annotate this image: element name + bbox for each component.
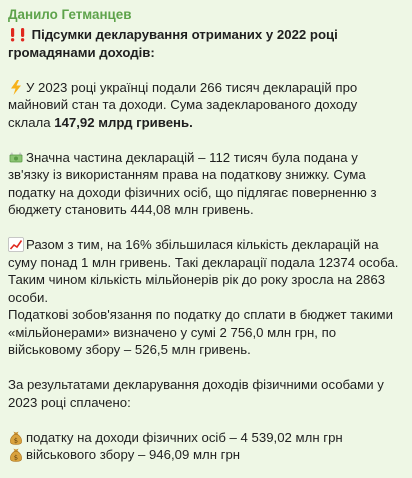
author-name[interactable]: Данило Гетманцев <box>8 7 132 22</box>
paragraph-declarations <box>8 79 402 132</box>
list-item-military-levy: військового збору – 946,09 млн грн <box>26 447 241 462</box>
paragraph-3-text: Разом з тим, на 16% збільшилася кількість декларацій на суму понад 1 млн гривень. Такі декларації подала 12374 особа. Таким чином кількість мільйонерів рік до року зросла на 2863 особи. <box>8 237 399 305</box>
declared-income-amount: 147,92 млрд гривень. <box>54 114 193 130</box>
svg-text:$: $ <box>13 435 19 444</box>
paragraph-paid-summary: За результатами декларування доходів фізичними особами у 2023 році сплачено: <box>8 377 384 410</box>
paragraph-1-text: У 2023 році українці подали 266 тисяч декларацій про майновий стан та доходи. Сума задекларованого доходу склала <box>8 79 358 130</box>
money-bag-icon <box>8 447 24 462</box>
paragraph-tax-obligations: Податкові зобов'язання по податку до сплати в бюджет такими «мільйонерами» визначено у сумі 2 756,0 млн грн, по військовому збору – 526,5 млн гривень. <box>8 307 393 357</box>
list-item <box>8 446 402 464</box>
exclamation-icon <box>18 27 27 42</box>
money-with-wings-icon <box>8 150 24 165</box>
list-item <box>8 429 402 447</box>
title-paragraph <box>8 26 402 61</box>
money-bag-icon <box>8 430 24 445</box>
message-title: Підсумки декларування отриманих у 2022 році громадянами доходів: <box>8 27 338 60</box>
paragraph-millionaires <box>8 236 402 306</box>
chart-increasing-icon <box>8 237 24 252</box>
list-item-income-tax: податку на доходи фізичних осіб – 4 539,02 млн грн <box>26 429 343 445</box>
paragraph-tax-deduction <box>8 149 402 219</box>
paragraph-2-text: Значна частина декларацій – 112 тисяч була подана у зв'язку із використанням права на податкову знижку. Сума податку на доходи фізичних осіб, що підлягає поверненню з бюджету становить 444,08 млн гривень. <box>8 149 377 217</box>
exclamation-icon <box>8 27 17 42</box>
lightning-icon <box>8 80 24 95</box>
svg-text:$: $ <box>13 453 19 462</box>
